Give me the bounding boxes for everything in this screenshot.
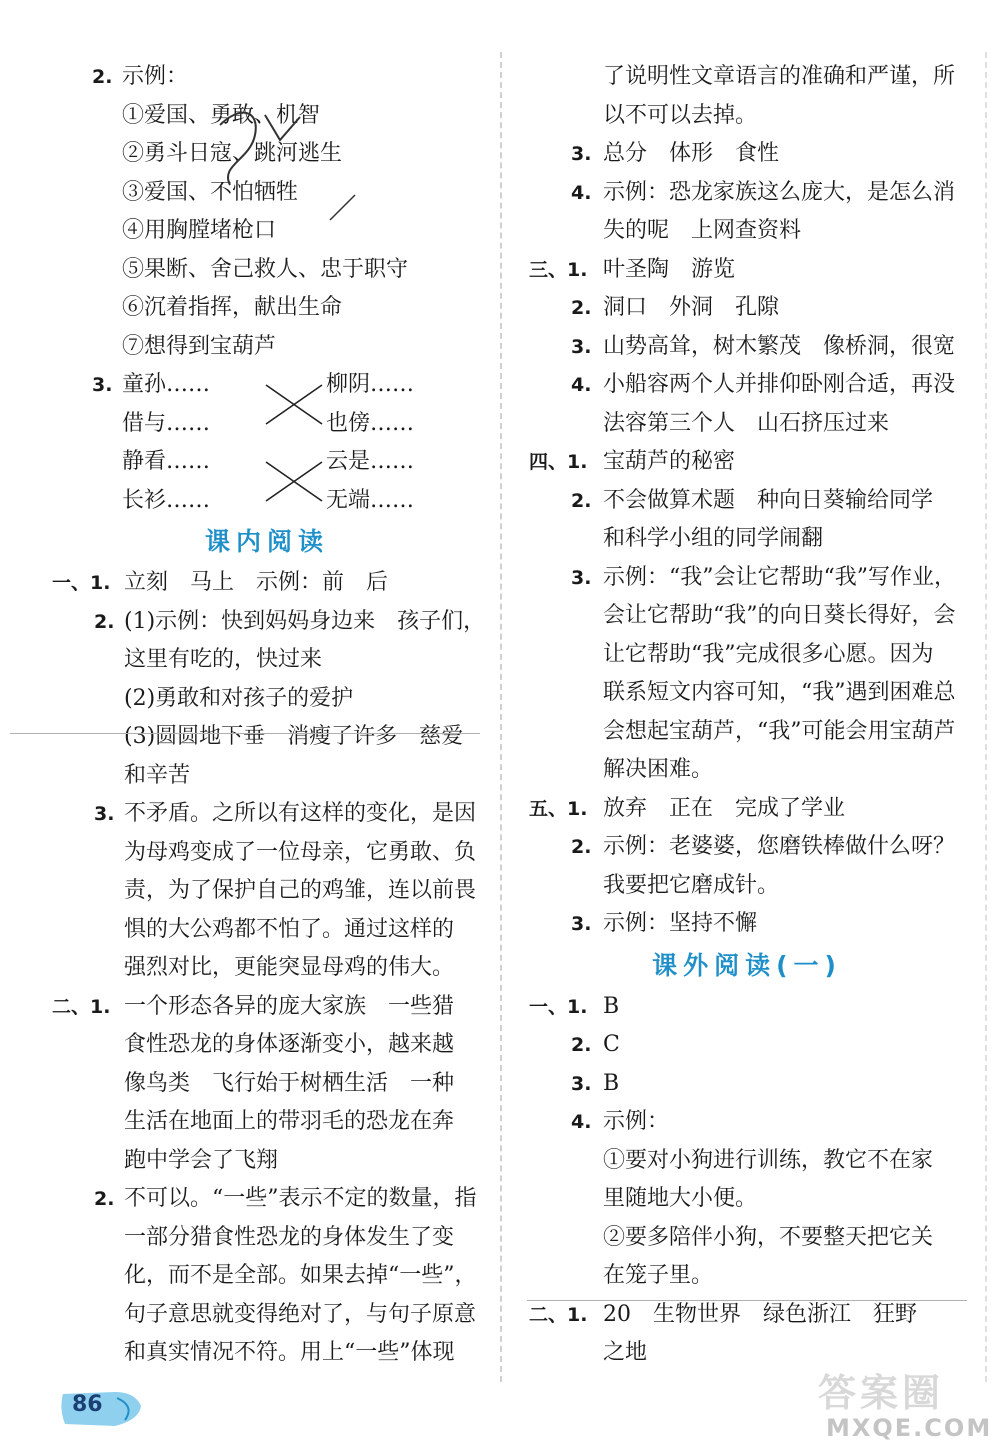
handwriting-scribble [210,105,370,235]
answer-text: 和真实情况不符。用上“一些”体现 [124,1340,455,1365]
item-number: 四、1. [529,451,588,473]
item-number: 4. [571,374,592,396]
answer-text: 在笼子里。 [603,1263,714,1288]
match-left-4: 长衫…… [122,487,211,513]
watermark-url: MXQE.COM [826,1414,993,1442]
item-number: 二、1. [52,995,111,1018]
answer-text: C [603,1032,620,1057]
answer-line [527,1103,967,1142]
answer-line [527,636,967,675]
item-number: 4. [571,1111,592,1133]
answer-line [527,713,967,752]
section-title-out-class: 课外阅读(一) [652,950,842,980]
answer-line [52,1334,482,1373]
answer-text: 立刻 马上 示例：前 后 [124,570,389,595]
answer-text: 为母鸡变成了一位母亲，它勇敢、负 [124,839,477,865]
watermark-logo: 答案圈 [818,1371,945,1415]
answer-line [52,1103,482,1142]
answer-text: 责，为了保护自己的鸡雏，连以前畏 [124,878,477,903]
answer-line [527,366,967,405]
answer-text: 会想起宝葫芦，“我”可能会用宝葫芦 [603,718,956,744]
answer-text: 之地 [603,1340,648,1365]
answer-text: ⑥沉着指挥，献出生命 [122,295,343,320]
match-right-2: 也傍…… [326,410,415,436]
answer-line [527,520,967,559]
answer-line [527,1026,967,1065]
item-number: 三、1. [529,258,588,281]
answer-text: 让它帮助“我”完成很多心愿。因为 [603,641,934,667]
answer-line [52,58,482,97]
answer-line [52,988,482,1027]
answer-text: 不可以。“一些”表示不定的数量，指 [124,1186,477,1211]
answer-line [527,674,967,713]
answer-line [527,1142,967,1181]
answer-line [527,597,967,636]
left-answers-part2 [52,564,486,1373]
answer-line [527,443,967,482]
item-number: 2. [94,1188,115,1210]
answer-line [52,289,482,328]
answer-text: 像鸟类 飞行始于树栖生活 一种 [124,1070,455,1096]
horizontal-rule [527,1300,967,1301]
answer-line [52,1257,482,1296]
answer-text: 示例：“我”会让它帮助“我”写作业， [603,564,956,590]
answer-text: ②勇斗日寇、跳河逃生 [122,141,343,166]
answer-text: 联系短文内容可知，“我”遇到困难总 [603,680,956,705]
answer-text: 小船容两个人并排仰卧刚合适，再没 [603,372,956,397]
answer-line [52,872,482,911]
answer-line [52,564,482,603]
right-answers-part2 [527,988,967,1373]
item-number: 2. [571,836,592,858]
answer-line [527,212,967,251]
right-answers-part1 [527,58,967,944]
answer-text: 示例：恐龙家族这么庞大，是怎么消 [603,179,956,205]
answer-line [52,251,482,290]
answer-text: 了说明性文章语言的准确和严谨，所 [603,64,956,89]
answer-text: 20 生物世界 绿色浙江 狂野 [603,1301,917,1327]
answer-text: B [603,993,620,1019]
answer-text: 跑中学会了飞翔 [124,1147,279,1173]
answer-text: (3)圆圆地下垂 消瘦了许多 慈爱 [124,724,464,749]
answer-text: 失的呢 上网查资料 [603,218,802,243]
matching-right-items [326,366,414,520]
answer-line [527,328,967,367]
match-right-3: 云是…… [326,449,415,474]
answer-text: ③爱国、不怕牺牲 [122,179,299,205]
item-number: 3. [92,374,113,396]
answer-line [52,718,482,757]
right-column [527,58,967,1373]
answer-line [52,1296,482,1335]
answer-text: 示例： [603,1109,670,1134]
answer-line [52,911,482,950]
item-number: 3. [571,143,592,165]
answer-line [527,751,967,790]
item-number: 3. [571,913,592,935]
answer-line [52,1065,482,1104]
answer-text: ④用胸膛堵枪口 [122,218,277,243]
matching-left-items [122,366,210,520]
matching-lines [264,366,324,520]
item-number: 3. [571,566,592,589]
answer-text: 以不可以去掉。 [603,102,758,128]
answer-line [527,988,967,1027]
answer-text: ①要对小狗进行训练，教它不在家 [603,1147,934,1173]
answer-text: 总分 体形 食性 [603,141,780,166]
answer-line [52,1219,482,1258]
answer-text: 句子意思就变得绝对了，与句子原意 [124,1301,477,1327]
answer-text: 法容第三个人 山石挤压过来 [603,410,890,436]
answer-line [52,1180,482,1219]
answer-text: (2)勇敢和对孩子的爱护 [124,685,354,711]
page-number: 86 [72,1392,103,1417]
match-left-2: 借与…… [122,410,211,436]
answer-text: ②要多陪伴小狗，不要整天把它关 [603,1224,934,1250]
answer-line [52,834,482,873]
horizontal-rule [10,733,480,734]
answer-line [527,1065,967,1104]
answer-line [52,328,482,367]
item-number: 3. [571,335,592,358]
answer-text: (1)示例：快到妈妈身边来 孩子们， [124,608,486,634]
answer-line [527,251,967,290]
answer-text: 会让它帮助“我”的向日葵长得好，会 [603,603,956,628]
answer-line [527,97,967,136]
answer-text: 化，而不是全部。如果去掉“一些”， [124,1263,477,1288]
answer-text: 洞口 外洞 孔隙 [603,295,780,320]
answer-line [527,58,967,97]
answer-text: 我要把它磨成针。 [603,872,780,898]
answer-line [52,603,486,642]
answer-text: 叶圣陶 游览 [603,256,736,282]
answer-line [527,135,967,174]
answer-text: 不矛盾。之所以有这样的变化，是因 [124,801,477,826]
answer-line [527,867,967,906]
item-number: 3. [94,803,115,825]
answer-line [527,289,967,328]
answer-text: B [603,1070,620,1096]
answer-text: 山势高耸，树木繁茂 像桥洞，很宽 [603,333,956,359]
answer-line [527,559,967,598]
column-divider [500,52,502,1382]
item-number: 五、1. [529,797,588,820]
answer-line [52,1026,482,1065]
answer-line [52,949,482,988]
answer-line [527,174,967,213]
answer-line [52,680,482,719]
answer-text: 示例：老婆婆，您磨铁棒做什么呀？ [603,834,956,859]
answer-text: 示例： [122,64,189,89]
match-left-3: 静看…… [122,449,211,474]
match-left-1: 童孙…… [122,372,211,397]
item-number: 4. [571,181,592,204]
answer-line [527,1257,967,1296]
answer-text: 强烈对比，更能突显母鸡的伟大。 [124,955,455,980]
item-number: 一、1. [529,995,588,1018]
answer-line [527,828,967,867]
matching-exercise [52,366,482,520]
answer-line [527,405,967,444]
answer-text: 生活在地面上的带羽毛的恐龙在奔 [124,1109,455,1134]
answer-text: 一部分猎食性恐龙的身体发生了变 [124,1224,455,1250]
answer-text: 示例：坚持不懈 [603,911,758,936]
answer-text: 和辛苦 [124,762,191,788]
match-right-4: 无端…… [326,487,415,513]
answer-line [527,1219,967,1258]
answer-line [527,790,967,829]
answer-text: 解决困难。 [603,757,714,782]
answer-text: 放弃 正在 完成了学业 [603,795,846,821]
answer-text: 食性恐龙的身体逐渐变小，越来越 [124,1032,455,1057]
answer-line [52,795,482,834]
section-title-in-class: 课内阅读 [204,527,329,556]
answer-text: ⑤果断、舍己救人、忠于职守 [122,256,409,282]
item-number: 2. [92,66,113,88]
item-number: 3. [571,1072,592,1095]
item-number: 2. [571,1034,592,1056]
page-edge-dashes [985,52,987,1382]
left-column [52,58,486,1373]
answer-line [527,1180,967,1219]
item-number: 2. [571,297,592,319]
answer-text: ⑦想得到宝葫芦 [122,333,277,359]
answer-text: ①爱国、勇敢、机智 [122,102,321,128]
answer-text: 惧的大公鸡都不怕了。通过这样的 [124,916,455,942]
answer-text: 不会做算术题 种向日葵输给同学 [603,487,934,513]
answer-text: 里随地大小便。 [603,1186,758,1211]
item-number: 2. [571,489,592,512]
item-number: 一、1. [52,572,111,594]
answer-text: 这里有吃的，快过来 [124,647,323,672]
answer-text: 一个形态各异的庞大家族 一些猎 [124,993,455,1019]
match-right-1: 柳阴…… [326,372,415,397]
answer-line [527,905,967,944]
item-number: 二、1. [529,1303,588,1326]
answer-line [527,482,967,521]
answer-line [52,757,482,796]
answer-text: 和科学小组的同学闹翻 [603,526,824,551]
answer-line [52,641,482,680]
answer-line [52,1142,482,1181]
answer-text: 宝葫芦的秘密 [603,449,736,474]
item-number: 2. [94,610,115,633]
answer-line [527,1296,967,1335]
